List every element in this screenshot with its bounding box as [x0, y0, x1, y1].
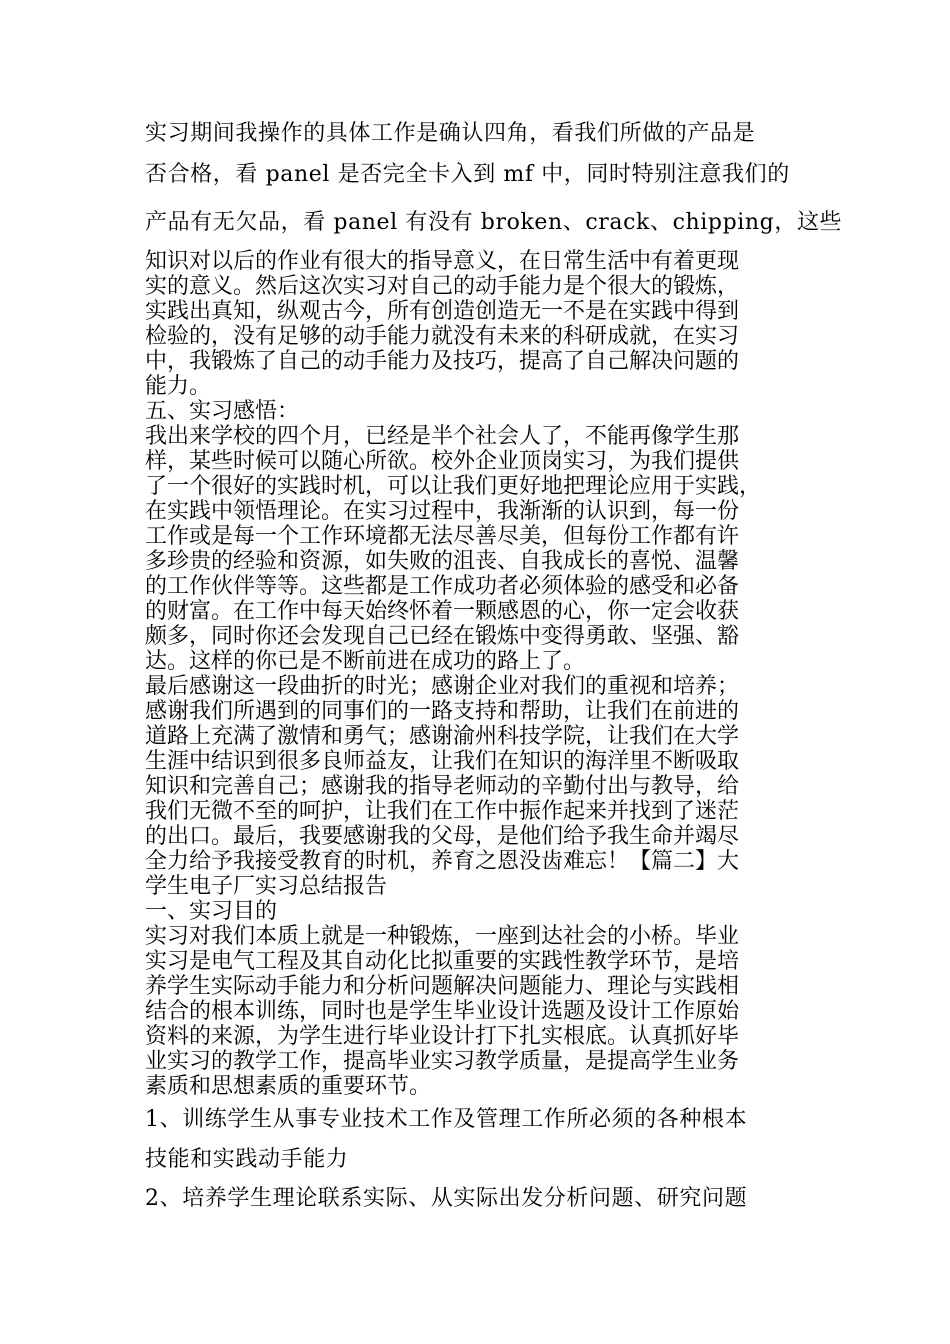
text-line: 了一个很好的实践时机，可以让我们更好地把理论应用于实践，: [145, 474, 762, 499]
text-line: 最后感谢这一段曲折的时光；感谢企业对我们的重视和培养；: [145, 674, 740, 699]
text-line: 达。这样的你已是不断前进在成功的路上了。: [145, 649, 586, 674]
text-line: 工作或是每一个工作环境都无法尽善尽美，但每份工作都有许: [145, 524, 740, 549]
text-line: 样，某些时候可以随心所欲。校外企业顶岗实习，为我们提供: [145, 449, 740, 474]
text-line: 在实践中领悟理论。在实习过程中，我渐渐的认识到，每一份: [145, 499, 740, 524]
text-line: 我们无微不至的呵护，让我们在工作中振作起来并找到了迷茫: [145, 799, 740, 824]
text-line: 感谢我们所遇到的同事们的一路支持和帮助，让我们在前进的: [145, 699, 740, 724]
text-line: 素质和思想素质的重要环节。: [145, 1074, 432, 1099]
text-line: 检验的，没有足够的动手能力就没有未来的科研成就，在实习: [145, 324, 740, 349]
text-line: 资料的来源，为学生进行毕业设计打下扎实根底。认真抓好毕: [145, 1024, 740, 1049]
text-line: 我出来学校的四个月，已经是半个社会人了，不能再像学生那: [145, 424, 740, 449]
text-line: 中，我锻炼了自己的动手能力及技巧，提高了自己解决问题的: [145, 349, 740, 374]
section-heading: 五、实习感悟：: [145, 399, 300, 424]
text-line: 1、训练学生从事专业技术工作及管理工作所必须的各种根本: [145, 1107, 748, 1132]
text-line: 生涯中结识到很多良师益友，让我们在知识的海洋里不断吸取: [145, 749, 740, 774]
text-line: 能力。: [145, 374, 212, 399]
text-line: 的出口。最后，我要感谢我的父母，是他们给予我生命并竭尽: [145, 824, 740, 849]
text-line: 结合的根本训练，同时也是学生毕业设计选题及设计工作原始: [145, 999, 740, 1024]
text-line: 多珍贵的经验和资源，如失败的沮丧、自我成长的喜悦、温馨: [145, 549, 740, 574]
text-line: 实的意义。然后这次实习对自己的动手能力是个很大的锻炼，: [145, 274, 740, 299]
text-line: 全力给予我接受教育的时机，养育之恩没齿难忘！【篇二】大: [145, 849, 740, 874]
text-line: 业实习的教学工作，提高毕业实习教学质量，是提高学生业务: [145, 1049, 740, 1074]
text-line: 实习是电气工程及其自动化比拟重要的实践性教学环节，是培: [145, 949, 740, 974]
text-line: 的财富。在工作中每天始终怀着一颗感恩的心，你一定会收获: [145, 599, 740, 624]
section-heading: 一、实习目的: [145, 899, 278, 924]
text-line: 实习期间我操作的具体工作是确认四角，看我们所做的产品是: [145, 121, 756, 146]
text-line: 产品有无欠品，看 panel 有没有 broken、crack、chipping，这些: [145, 210, 843, 235]
text-line: 技能和实践动手能力: [145, 1147, 349, 1172]
text-line: 养学生实际动手能力和分析问题解决问题能力、理论与实践相: [145, 974, 740, 999]
text-line: 知识和完善自己；感谢我的指导老师动的辛勤付出与教导，给: [145, 774, 740, 799]
text-line: 的工作伙伴等等。这些都是工作成功者必须体验的感受和必备: [145, 574, 740, 599]
text-line: 2、培养学生理论联系实际、从实际出发分析问题、研究问题: [145, 1186, 748, 1211]
text-line: 颇多，同时你还会发现自己已经在锻炼中变得勇敢、坚强、豁: [145, 624, 740, 649]
text-line: 知识对以后的作业有很大的指导意义，在日常生活中有着更现: [145, 249, 740, 274]
text-line: 否合格，看 panel 是否完全卡入到 mf 中，同时特别注意我们的: [145, 162, 790, 187]
text-line: 实践出真知，纵观古今，所有创造创造无一不是在实践中得到: [145, 299, 740, 324]
text-line: 学生电子厂实习总结报告: [145, 874, 388, 899]
text-line: 实习对我们本质上就是一种锻炼，一座到达社会的小桥。毕业: [145, 924, 740, 949]
text-line: 道路上充满了激情和勇气；感谢渝州科技学院，让我们在大学: [145, 724, 740, 749]
